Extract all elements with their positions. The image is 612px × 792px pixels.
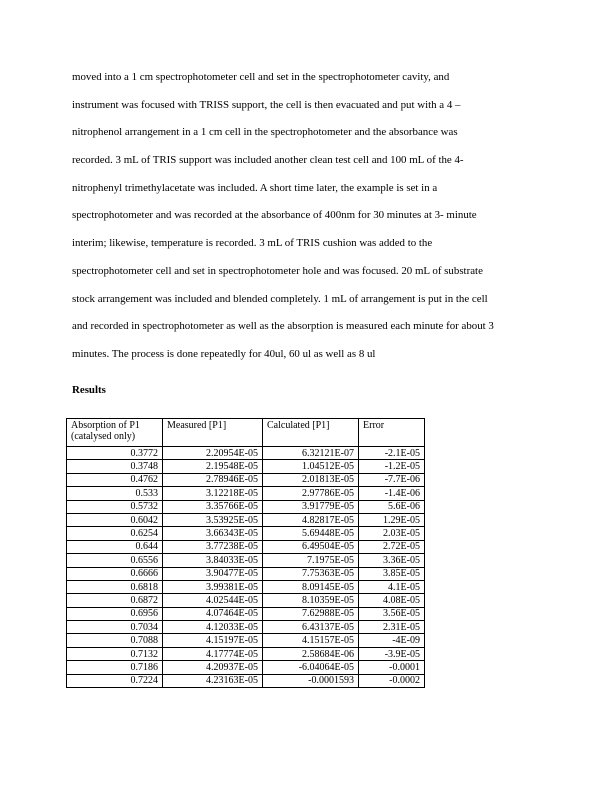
cell-error: -7.7E-06 bbox=[359, 473, 425, 486]
cell-measured: 3.53925E-05 bbox=[163, 513, 263, 526]
cell-error: 3.36E-05 bbox=[359, 554, 425, 567]
cell-absorption: 0.7132 bbox=[67, 647, 163, 660]
cell-absorption: 0.5732 bbox=[67, 500, 163, 513]
table-row bbox=[67, 567, 425, 580]
cell-absorption: 0.7034 bbox=[67, 621, 163, 634]
cell-measured: 2.20954E-05 bbox=[163, 447, 263, 460]
cell-calculated: 6.43137E-05 bbox=[263, 621, 359, 634]
cell-absorption: 0.644 bbox=[67, 540, 163, 553]
paragraph-line: interim; likewise, temperature is recorded. 3 mL of TRIS cushion was added to the bbox=[72, 237, 433, 250]
cell-error: -3.9E-05 bbox=[359, 647, 425, 660]
cell-calculated: 5.69448E-05 bbox=[263, 527, 359, 540]
cell-absorption: 0.6956 bbox=[67, 607, 163, 620]
cell-measured: 4.17774E-05 bbox=[163, 647, 263, 660]
results-table bbox=[66, 418, 425, 688]
paragraph-line: nitrophenyl trimethylacetate was included. A short time later, the example is set in a bbox=[72, 181, 438, 194]
cell-measured: 2.78946E-05 bbox=[163, 473, 263, 486]
methods-paragraph bbox=[72, 68, 542, 373]
cell-calculated: 1.04512E-05 bbox=[263, 460, 359, 473]
cell-calculated: 2.97786E-05 bbox=[263, 487, 359, 500]
paragraph-line: spectrophotometer and was recorded at the absorbance of 400nm for 30 minutes at 3- minute bbox=[72, 209, 477, 222]
cell-error: 4.08E-05 bbox=[359, 594, 425, 607]
cell-absorption: 0.6818 bbox=[67, 580, 163, 593]
cell-measured: 4.23163E-05 bbox=[163, 674, 263, 687]
cell-absorption: 0.7088 bbox=[67, 634, 163, 647]
cell-error: 2.31E-05 bbox=[359, 621, 425, 634]
table-row bbox=[67, 540, 425, 553]
table-row bbox=[67, 647, 425, 660]
table-row bbox=[67, 634, 425, 647]
cell-absorption: 0.7224 bbox=[67, 674, 163, 687]
header-error: Error bbox=[359, 419, 425, 447]
cell-measured: 3.77238E-05 bbox=[163, 540, 263, 553]
cell-measured: 2.19548E-05 bbox=[163, 460, 263, 473]
table-row bbox=[67, 527, 425, 540]
cell-error: 3.85E-05 bbox=[359, 567, 425, 580]
paragraph-line: instrument was focused with TRISS support, the cell is then evacuated and put with a 4 – bbox=[72, 98, 461, 111]
cell-error: -2.1E-05 bbox=[359, 447, 425, 460]
cell-absorption: 0.6254 bbox=[67, 527, 163, 540]
cell-calculated: 7.75363E-05 bbox=[263, 567, 359, 580]
cell-error: -1.2E-05 bbox=[359, 460, 425, 473]
cell-measured: 3.84033E-05 bbox=[163, 554, 263, 567]
cell-absorption: 0.6666 bbox=[67, 567, 163, 580]
table-row bbox=[67, 674, 425, 687]
cell-error: 2.72E-05 bbox=[359, 540, 425, 553]
cell-calculated: 2.01813E-05 bbox=[263, 473, 359, 486]
table-header-row bbox=[67, 419, 425, 447]
cell-calculated: 6.32121E-07 bbox=[263, 447, 359, 460]
cell-measured: 3.35766E-05 bbox=[163, 500, 263, 513]
table-row bbox=[67, 500, 425, 513]
cell-calculated: 8.10359E-05 bbox=[263, 594, 359, 607]
cell-measured: 4.12033E-05 bbox=[163, 621, 263, 634]
table-row bbox=[67, 554, 425, 567]
table-body bbox=[67, 447, 425, 688]
cell-error: -0.0001 bbox=[359, 661, 425, 674]
cell-absorption: 0.7186 bbox=[67, 661, 163, 674]
cell-calculated: -6.04064E-05 bbox=[263, 661, 359, 674]
cell-calculated: 8.09145E-05 bbox=[263, 580, 359, 593]
cell-calculated: 4.82817E-05 bbox=[263, 513, 359, 526]
cell-measured: 3.90477E-05 bbox=[163, 567, 263, 580]
cell-absorption: 0.3748 bbox=[67, 460, 163, 473]
paragraph-line: recorded. 3 mL of TRIS support was included another clean test cell and 100 mL of the 4- bbox=[72, 154, 464, 167]
cell-error: 3.56E-05 bbox=[359, 607, 425, 620]
table-row bbox=[67, 594, 425, 607]
cell-calculated: -0.0001593 bbox=[263, 674, 359, 687]
table-row bbox=[67, 607, 425, 620]
table-row bbox=[67, 661, 425, 674]
cell-error: -0.0002 bbox=[359, 674, 425, 687]
cell-error: 4.1E-05 bbox=[359, 580, 425, 593]
cell-error: 5.6E-06 bbox=[359, 500, 425, 513]
cell-absorption: 0.533 bbox=[67, 487, 163, 500]
cell-measured: 4.02544E-05 bbox=[163, 594, 263, 607]
cell-calculated: 2.58684E-06 bbox=[263, 647, 359, 660]
header-measured: Measured [P1] bbox=[163, 419, 263, 447]
table-row bbox=[67, 473, 425, 486]
cell-absorption: 0.6872 bbox=[67, 594, 163, 607]
paragraph-line: stock arrangement was included and blended completely. 1 mL of arrangement is put in the cell bbox=[72, 292, 488, 305]
cell-error: -4E-09 bbox=[359, 634, 425, 647]
table-row bbox=[67, 513, 425, 526]
table-row bbox=[67, 580, 425, 593]
cell-error: -1.4E-06 bbox=[359, 487, 425, 500]
cell-absorption: 0.4762 bbox=[67, 473, 163, 486]
header-calculated: Calculated [P1] bbox=[263, 419, 359, 447]
cell-measured: 4.15197E-05 bbox=[163, 634, 263, 647]
cell-calculated: 6.49504E-05 bbox=[263, 540, 359, 553]
results-heading: Results bbox=[72, 384, 106, 396]
cell-calculated: 4.15157E-05 bbox=[263, 634, 359, 647]
cell-error: 2.03E-05 bbox=[359, 527, 425, 540]
paragraph-line: and recorded in spectrophotometer as well as the absorption is measured each minute for about 3 bbox=[72, 320, 494, 333]
table-row bbox=[67, 460, 425, 473]
cell-measured: 4.20937E-05 bbox=[163, 661, 263, 674]
paragraph-line: moved into a 1 cm spectrophotometer cell and set in the spectrophotometer cavity, and bbox=[72, 71, 450, 83]
paragraph-line: minutes. The process is done repeatedly for 40ul, 60 ul as well as 8 ul bbox=[72, 347, 376, 360]
cell-absorption: 0.6556 bbox=[67, 554, 163, 567]
cell-measured: 4.07464E-05 bbox=[163, 607, 263, 620]
table-row bbox=[67, 621, 425, 634]
cell-calculated: 7.1975E-05 bbox=[263, 554, 359, 567]
cell-calculated: 3.91779E-05 bbox=[263, 500, 359, 513]
cell-measured: 3.12218E-05 bbox=[163, 487, 263, 500]
cell-measured: 3.66343E-05 bbox=[163, 527, 263, 540]
paragraph-line: spectrophotometer cell and set in spectrophotometer hole and was focused. 20 mL of substrate bbox=[72, 264, 483, 277]
cell-measured: 3.99381E-05 bbox=[163, 580, 263, 593]
cell-absorption: 0.3772 bbox=[67, 447, 163, 460]
table-row bbox=[67, 487, 425, 500]
cell-absorption: 0.6042 bbox=[67, 513, 163, 526]
cell-calculated: 7.62988E-05 bbox=[263, 607, 359, 620]
paragraph-line: nitrophenol arrangement in a 1 cm cell in the spectrophotometer and the absorbance was bbox=[72, 126, 458, 139]
table-row bbox=[67, 447, 425, 460]
cell-error: 1.29E-05 bbox=[359, 513, 425, 526]
header-absorption: Absorption of P1 (catalysed only) bbox=[67, 419, 163, 447]
